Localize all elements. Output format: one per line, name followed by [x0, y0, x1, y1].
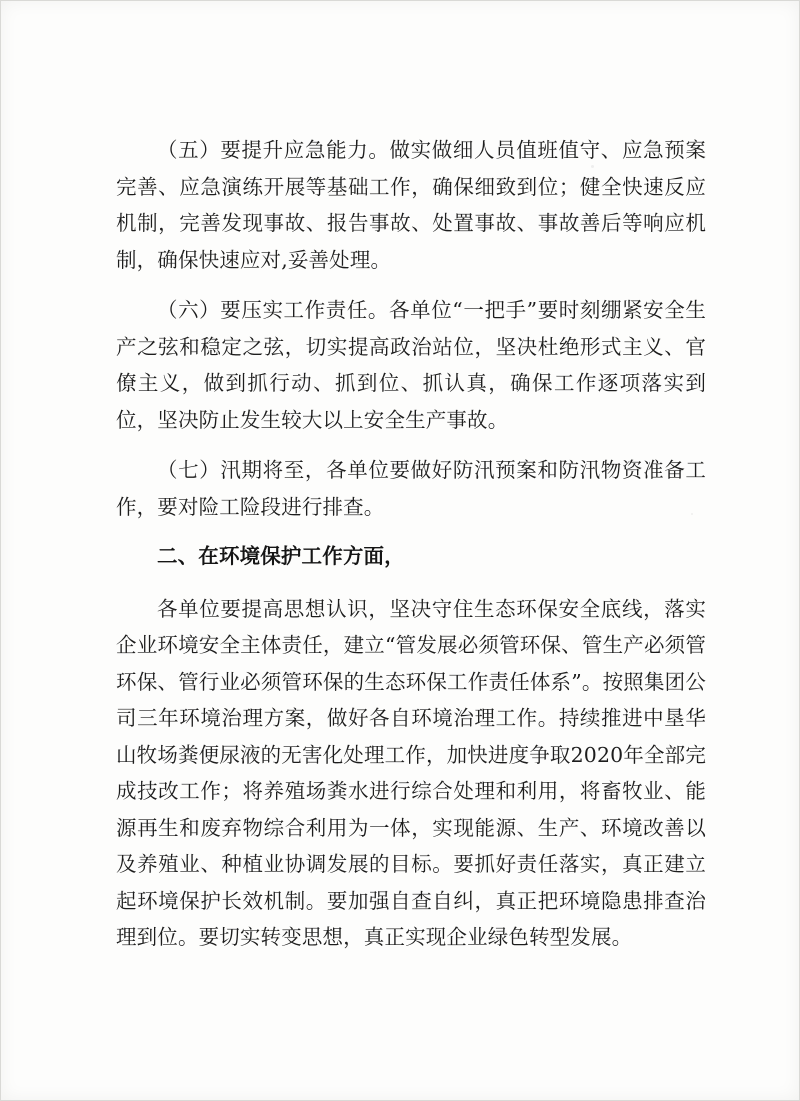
document-body [116, 132, 706, 969]
paragraph-environment-body: 各单位要提高思想认识，坚决守住生态环保安全底线，落实企业环境安全主体责任，建立“管发展必须管环保、管生产必须管环保、管行业必须管环保的生态环保工作责任体系”。按照集团公司三年环境治理方案，做好各自环境治理工作。持续推进中垦华山牧场粪便尿液的无害化处理工作，加快进度争取2020年全部完成技改工作；将养殖场粪水进行综合处理和利用，将畜牧业、能源再生和废弃物综合利用为一体，实现能源、生产、环境改善以及养殖业、种植业协调发展的目标。要抓好责任落实，真正建立起环境保护长效机制。要加强自查自纠，真正把环境隐患排查治理到位。要切实转变思想，真正实现企业绿色转型发展。 [116, 596, 706, 949]
paragraph-item-7: （七）汛期将至，各单位要做好防汛预案和防汛物资准备工作，要对险工险段进行排查。 [116, 458, 706, 519]
section-heading-environment: 二、在环境保护工作方面， [157, 544, 405, 568]
paragraph-item-6: （六）要压实工作责任。各单位“一把手”要时刻绷紧安全生产之弦和稳定之弦，切实提高政治站位，坚决杜绝形式主义、官僚主义，做到抓行动、抓到位、抓认真，确保工作逐项落实到位，坚决防止发生较大以上安全生产事故。 [116, 298, 706, 432]
paragraph-item-5: （五）要提升应急能力。做实做细人员值班值守、应急预案完善、应急演练开展等基础工作，确保细致到位；健全快速反应机制，完善发现事故、报告事故、处置事故、事故善后等响应机制，确保快速应对,妥善处理。 [116, 138, 706, 272]
